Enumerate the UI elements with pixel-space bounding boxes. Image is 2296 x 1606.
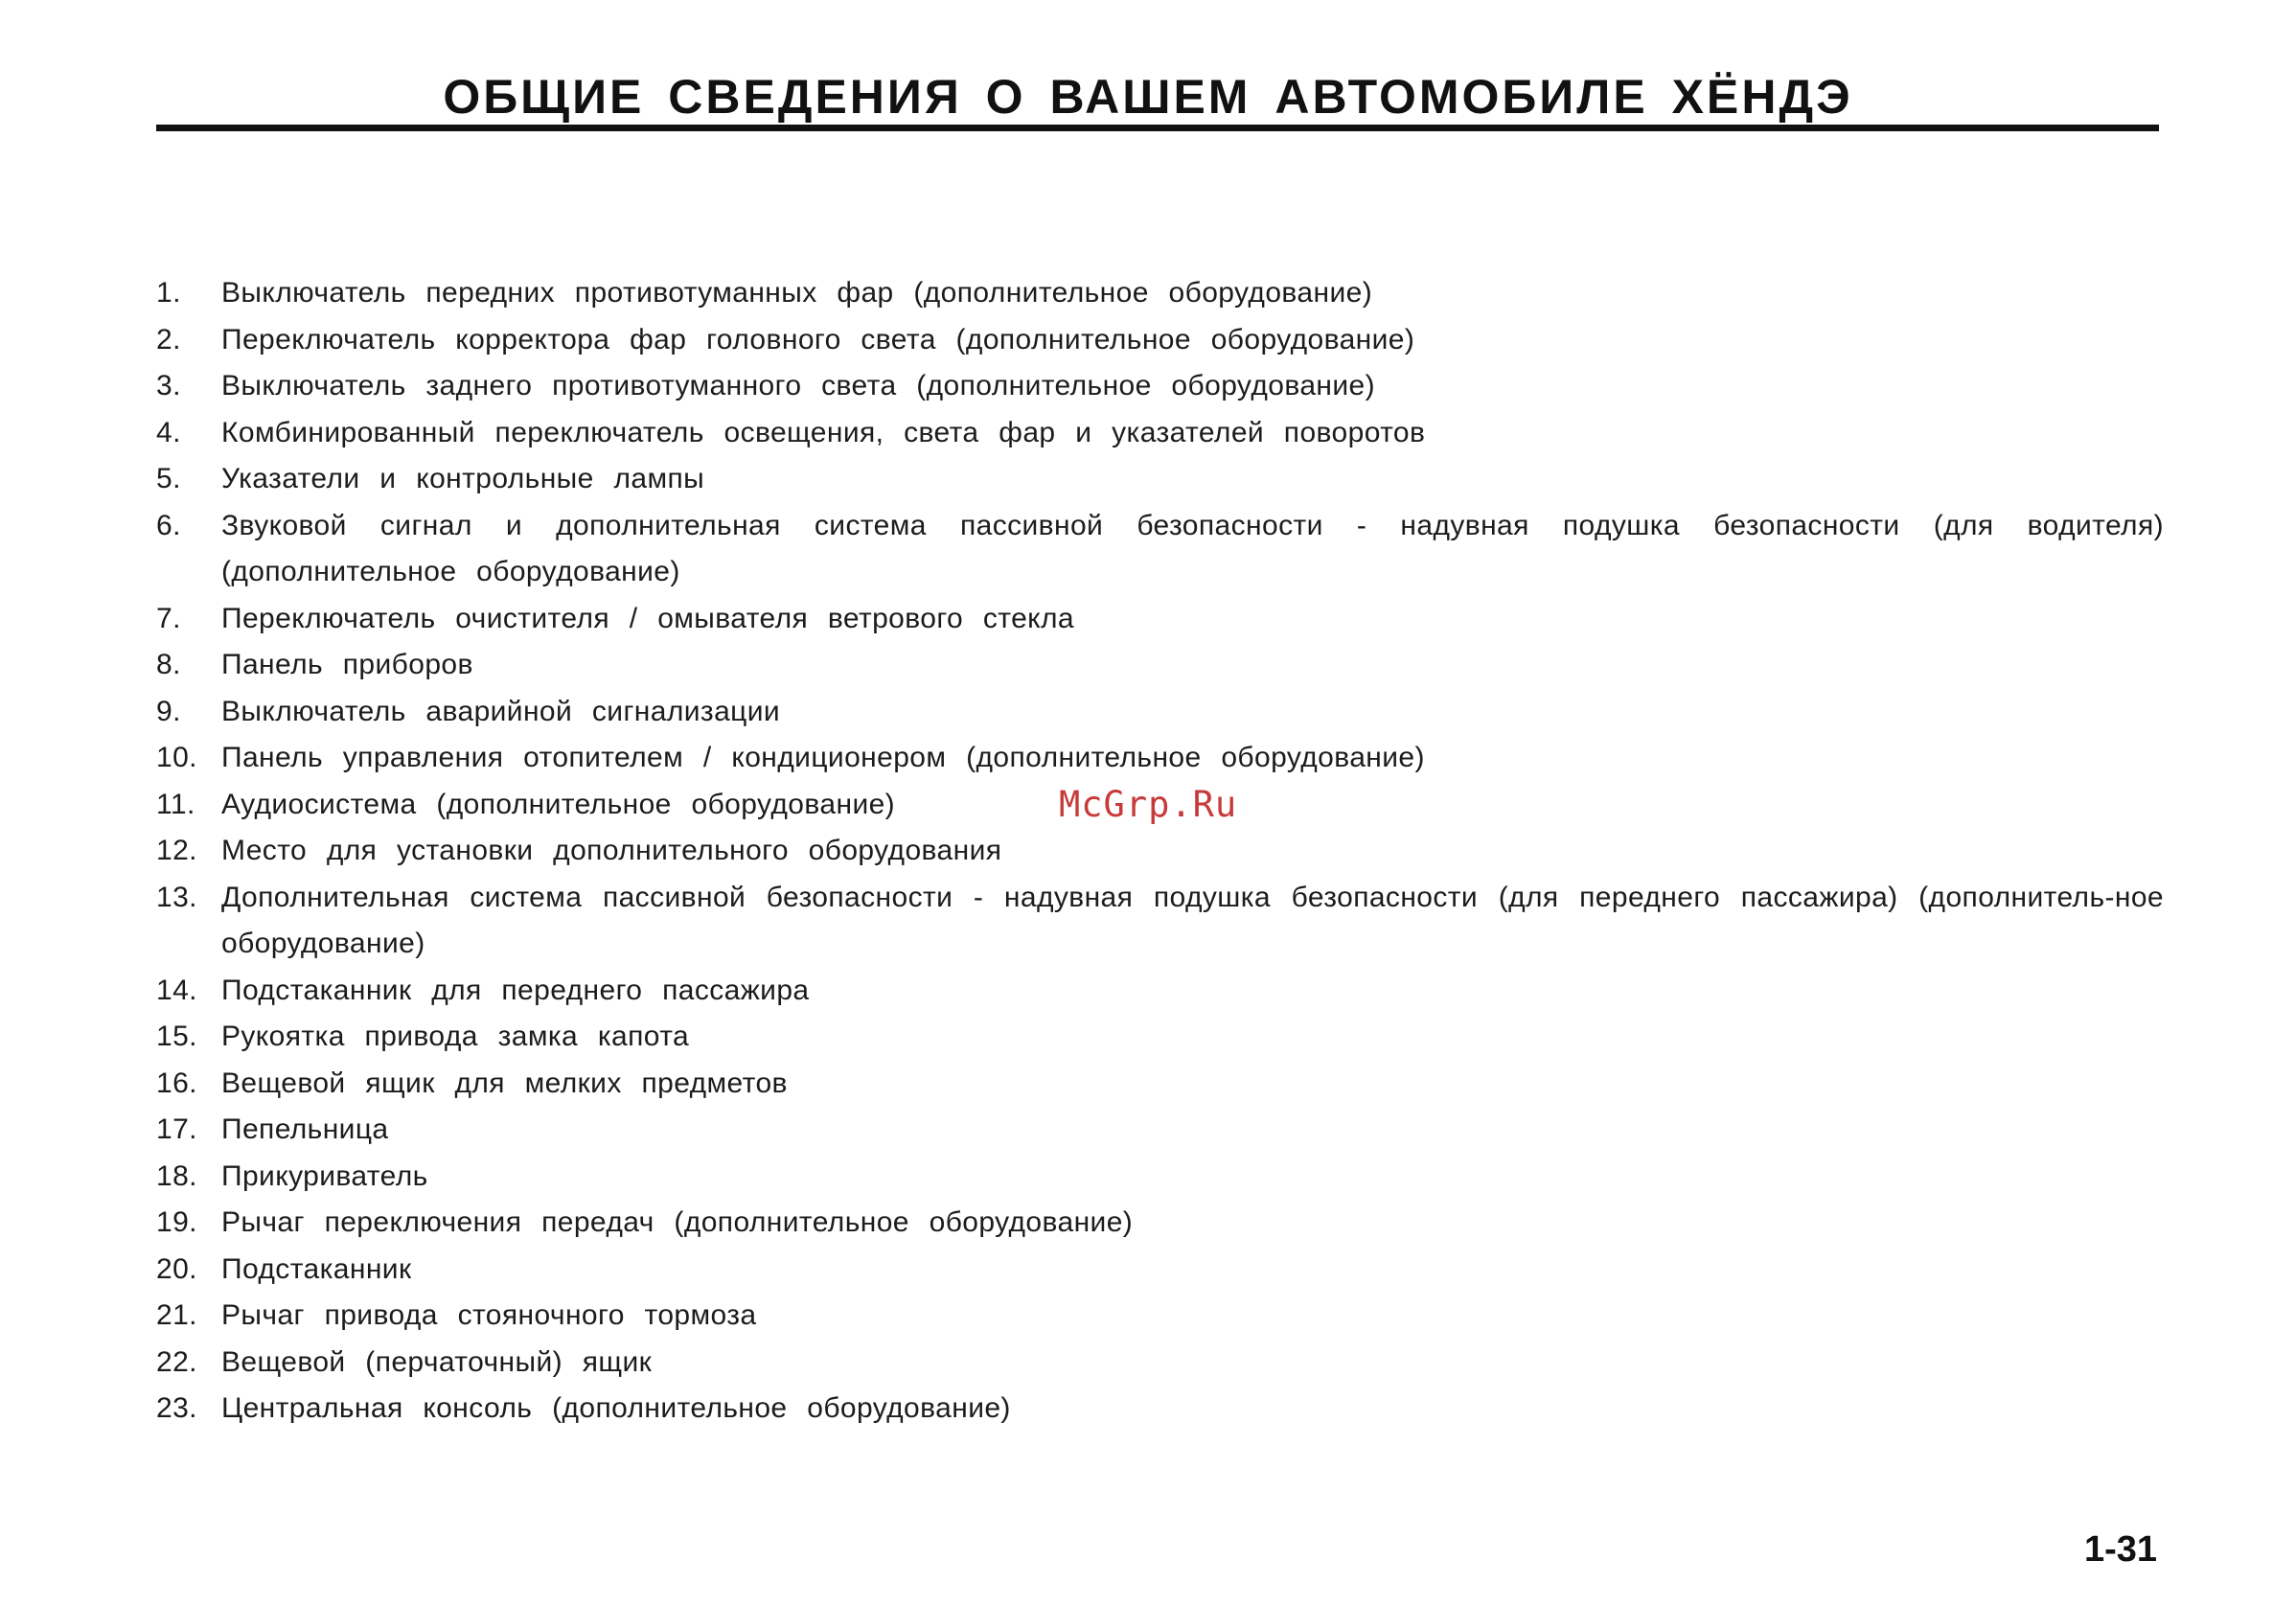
page-number: 1-31 — [2084, 1529, 2158, 1570]
list-item — [156, 735, 2164, 782]
item-text: Вещевой (перчаточный) ящик — [221, 1345, 653, 1378]
item-number: 17. — [156, 1113, 197, 1145]
list-item — [156, 317, 2164, 364]
page-title: ОБЩИЕ СВЕДЕНИЯ О ВАШЕМ АВТОМОБИЛЕ ХЁНДЭ — [443, 70, 1853, 124]
item-text: Звуковой сигнал и дополнительная система пассивной безопасности - надувная подушка безопасности (для водителя) (дополнительное оборудование) — [221, 509, 2164, 587]
item-number: 20. — [156, 1252, 197, 1285]
item-text: Выключатель аварийной сигнализации — [221, 695, 781, 727]
item-text: Переключатель очистителя / омывателя ветрового стекла — [221, 602, 1074, 634]
list-item — [156, 1014, 2164, 1061]
item-text: Место для установки дополнительного оборудования — [221, 835, 1002, 866]
list-item — [156, 642, 2164, 689]
item-text: Панель управления отопителем / кондиционером (дополнительное оборудование) — [221, 742, 1425, 773]
item-number: 16. — [156, 1067, 197, 1099]
item-text: Прикуриватель — [221, 1159, 428, 1192]
list-item — [156, 1293, 2164, 1340]
item-number: 11. — [156, 788, 195, 820]
item-number: 2. — [156, 323, 181, 356]
list-item — [156, 410, 2164, 457]
item-text: Пепельница — [221, 1113, 389, 1145]
list-item — [156, 689, 2164, 736]
item-text: Комбинированный переключатель освещения, света фар и указателей поворотов — [221, 416, 1426, 448]
item-number: 19. — [156, 1206, 197, 1238]
list-item — [156, 363, 2164, 410]
item-text: Дополнительная система пассивной безопасности - надувная подушка безопасности (для переднего пассажира) (дополнитель-ное оборудование) — [221, 881, 2164, 959]
list-item — [156, 1340, 2164, 1387]
item-number: 12. — [156, 835, 197, 866]
list-item — [156, 828, 2164, 875]
item-number: 21. — [156, 1299, 197, 1331]
item-number: 5. — [156, 463, 181, 494]
item-number: 14. — [156, 974, 197, 1006]
item-number: 18. — [156, 1159, 197, 1192]
list-item — [156, 1386, 2164, 1433]
item-text: Вещевой ящик для мелких предметов — [221, 1067, 788, 1099]
item-number: 4. — [156, 416, 181, 448]
list-item — [156, 503, 2164, 596]
list-item — [156, 456, 2164, 503]
item-number: 3. — [156, 370, 181, 402]
item-text: Выключатель передних противотуманных фар (дополнительное оборудование) — [221, 277, 1373, 309]
item-text: Рычаг переключения передач (дополнительное оборудование) — [221, 1206, 1134, 1238]
item-number: 10. — [156, 742, 197, 773]
item-number: 8. — [156, 649, 181, 680]
item-number: 1. — [156, 277, 181, 309]
list-item — [156, 596, 2164, 643]
item-text: Рычаг привода стояночного тормоза — [221, 1299, 757, 1331]
item-text: Указатели и контрольные лампы — [221, 463, 705, 494]
watermark: McGrp.Ru — [1059, 784, 1238, 825]
list-item — [156, 1107, 2164, 1154]
item-number: 23. — [156, 1392, 197, 1424]
item-number: 13. — [156, 881, 197, 913]
item-number: 15. — [156, 1021, 197, 1052]
item-text: Рукоятка привода замка капота — [221, 1021, 690, 1052]
item-text: Центральная консоль (дополнительное оборудование) — [221, 1392, 1011, 1424]
list-item — [156, 875, 2164, 968]
item-number: 9. — [156, 695, 181, 727]
list-item — [156, 1061, 2164, 1108]
title-rule — [156, 125, 2159, 131]
list-item — [156, 1247, 2164, 1294]
item-text: Подстаканник — [221, 1252, 412, 1285]
item-text: Переключатель корректора фар головного света (дополнительное оборудование) — [221, 323, 1415, 356]
list-item — [156, 968, 2164, 1015]
item-number: 6. — [156, 509, 181, 541]
item-number: 7. — [156, 602, 181, 634]
item-list — [156, 270, 2164, 1433]
item-text: Аудиосистема (дополнительное оборудование) — [221, 788, 896, 820]
item-text: Подстаканник для переднего пассажира — [221, 974, 810, 1006]
list-item — [156, 1200, 2164, 1247]
item-text: Выключатель заднего противотуманного света (дополнительное оборудование) — [221, 370, 1376, 402]
list-item — [156, 270, 2164, 317]
item-number: 22. — [156, 1345, 197, 1378]
list-item — [156, 1154, 2164, 1201]
item-text: Панель приборов — [221, 649, 473, 680]
